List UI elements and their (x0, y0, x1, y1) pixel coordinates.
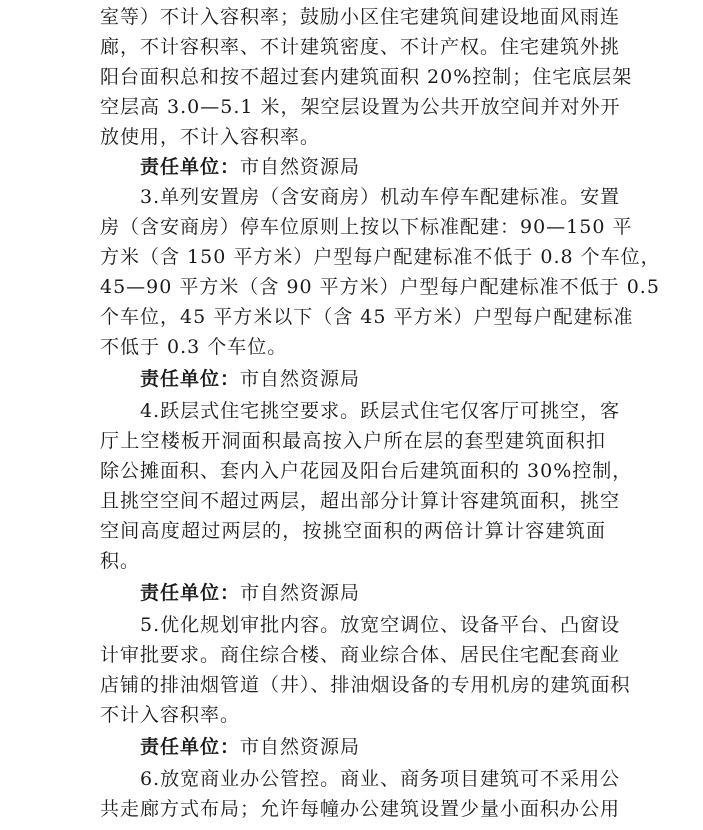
paragraph-line: 不低于 0.3 个车位。 (100, 336, 288, 358)
paragraph-line: 室等）不计入容积率；鼓励小区住宅建筑间建设地面风雨连 (100, 6, 621, 28)
responsibility-label: 责任单位： (140, 368, 241, 390)
paragraph-line: 3.单列安置房（含安商房）机动车停车配建标准。安置 (140, 186, 621, 208)
paragraph-line: 放使用，不计入容积率。 (100, 126, 321, 148)
paragraph-line: 5.优化规划审批内容。放宽空调位、设备平台、凸窗设 (140, 614, 621, 636)
paragraph-line: 45—90 平方米（含 90 平方米）户型每户配建标准不低于 0.5 (100, 276, 660, 298)
paragraph-line: 空层高 3.0—5.1 米，架空层设置为公共开放空间并对外开 (100, 96, 621, 118)
paragraph-line: 方米（含 150 平方米）户型每户配建标准不低于 0.8 个车位， (100, 246, 661, 268)
paragraph-line: 房（含安商房）停车位原则上按以下标准配建：90—150 平 (100, 216, 633, 238)
paragraph-line: 共走廊方式布局；允许每幢办公建筑设置少量小面积办公用 (100, 798, 621, 820)
paragraph-line: 空间高度超过两层的，按挑空面积的两倍计算计容建筑面 (100, 520, 606, 542)
responsibility-value: 市自然资源局 (240, 156, 361, 178)
paragraph-line: 廊，不计容积率、不计建筑密度、不计产权。住宅建筑外挑 (100, 36, 621, 58)
paragraph-line: 除公摊面积、套内入户花园及阳台后建筑面积的 30%控制， (100, 460, 633, 482)
paragraph-line: 阳台面积总和按不超过套内建筑面积 20%控制；住宅底层架 (100, 66, 633, 88)
responsibility-line (140, 578, 360, 608)
paragraph-line: 6.放宽商业办公管控。商业、商务项目建筑可不采用公 (140, 768, 621, 790)
responsibility-value: 市自然资源局 (240, 736, 361, 758)
paragraph-line: 不计入容积率。 (100, 704, 241, 726)
paragraph-line: 厅上空楼板开洞面积最高按入户所在层的套型建筑面积扣 (100, 430, 606, 452)
responsibility-value: 市自然资源局 (240, 368, 361, 390)
responsibility-line (140, 732, 360, 762)
paragraph-line: 且挑空空间不超过两层，超出部分计算计容建筑面积，挑空 (100, 490, 621, 512)
responsibility-line (140, 152, 360, 182)
paragraph-line: 店铺的排油烟管道（井）、排油烟设备的专用机房的建筑面积 (100, 674, 631, 696)
paragraph-line: 4.跃层式住宅挑空要求。跃层式住宅仅客厅可挑空，客 (140, 400, 621, 422)
paragraph-line: 计审批要求。商住综合楼、商业综合体、居民住宅配套商业 (100, 644, 621, 666)
responsibility-value: 市自然资源局 (240, 582, 361, 604)
responsibility-line (140, 364, 360, 394)
paragraph-line: 积。 (100, 550, 141, 572)
responsibility-label: 责任单位： (140, 736, 241, 758)
responsibility-label: 责任单位： (140, 582, 241, 604)
paragraph-line: 个车位，45 平方米以下（含 45 平方米）户型每户配建标准 (100, 306, 634, 328)
responsibility-label: 责任单位： (140, 156, 241, 178)
